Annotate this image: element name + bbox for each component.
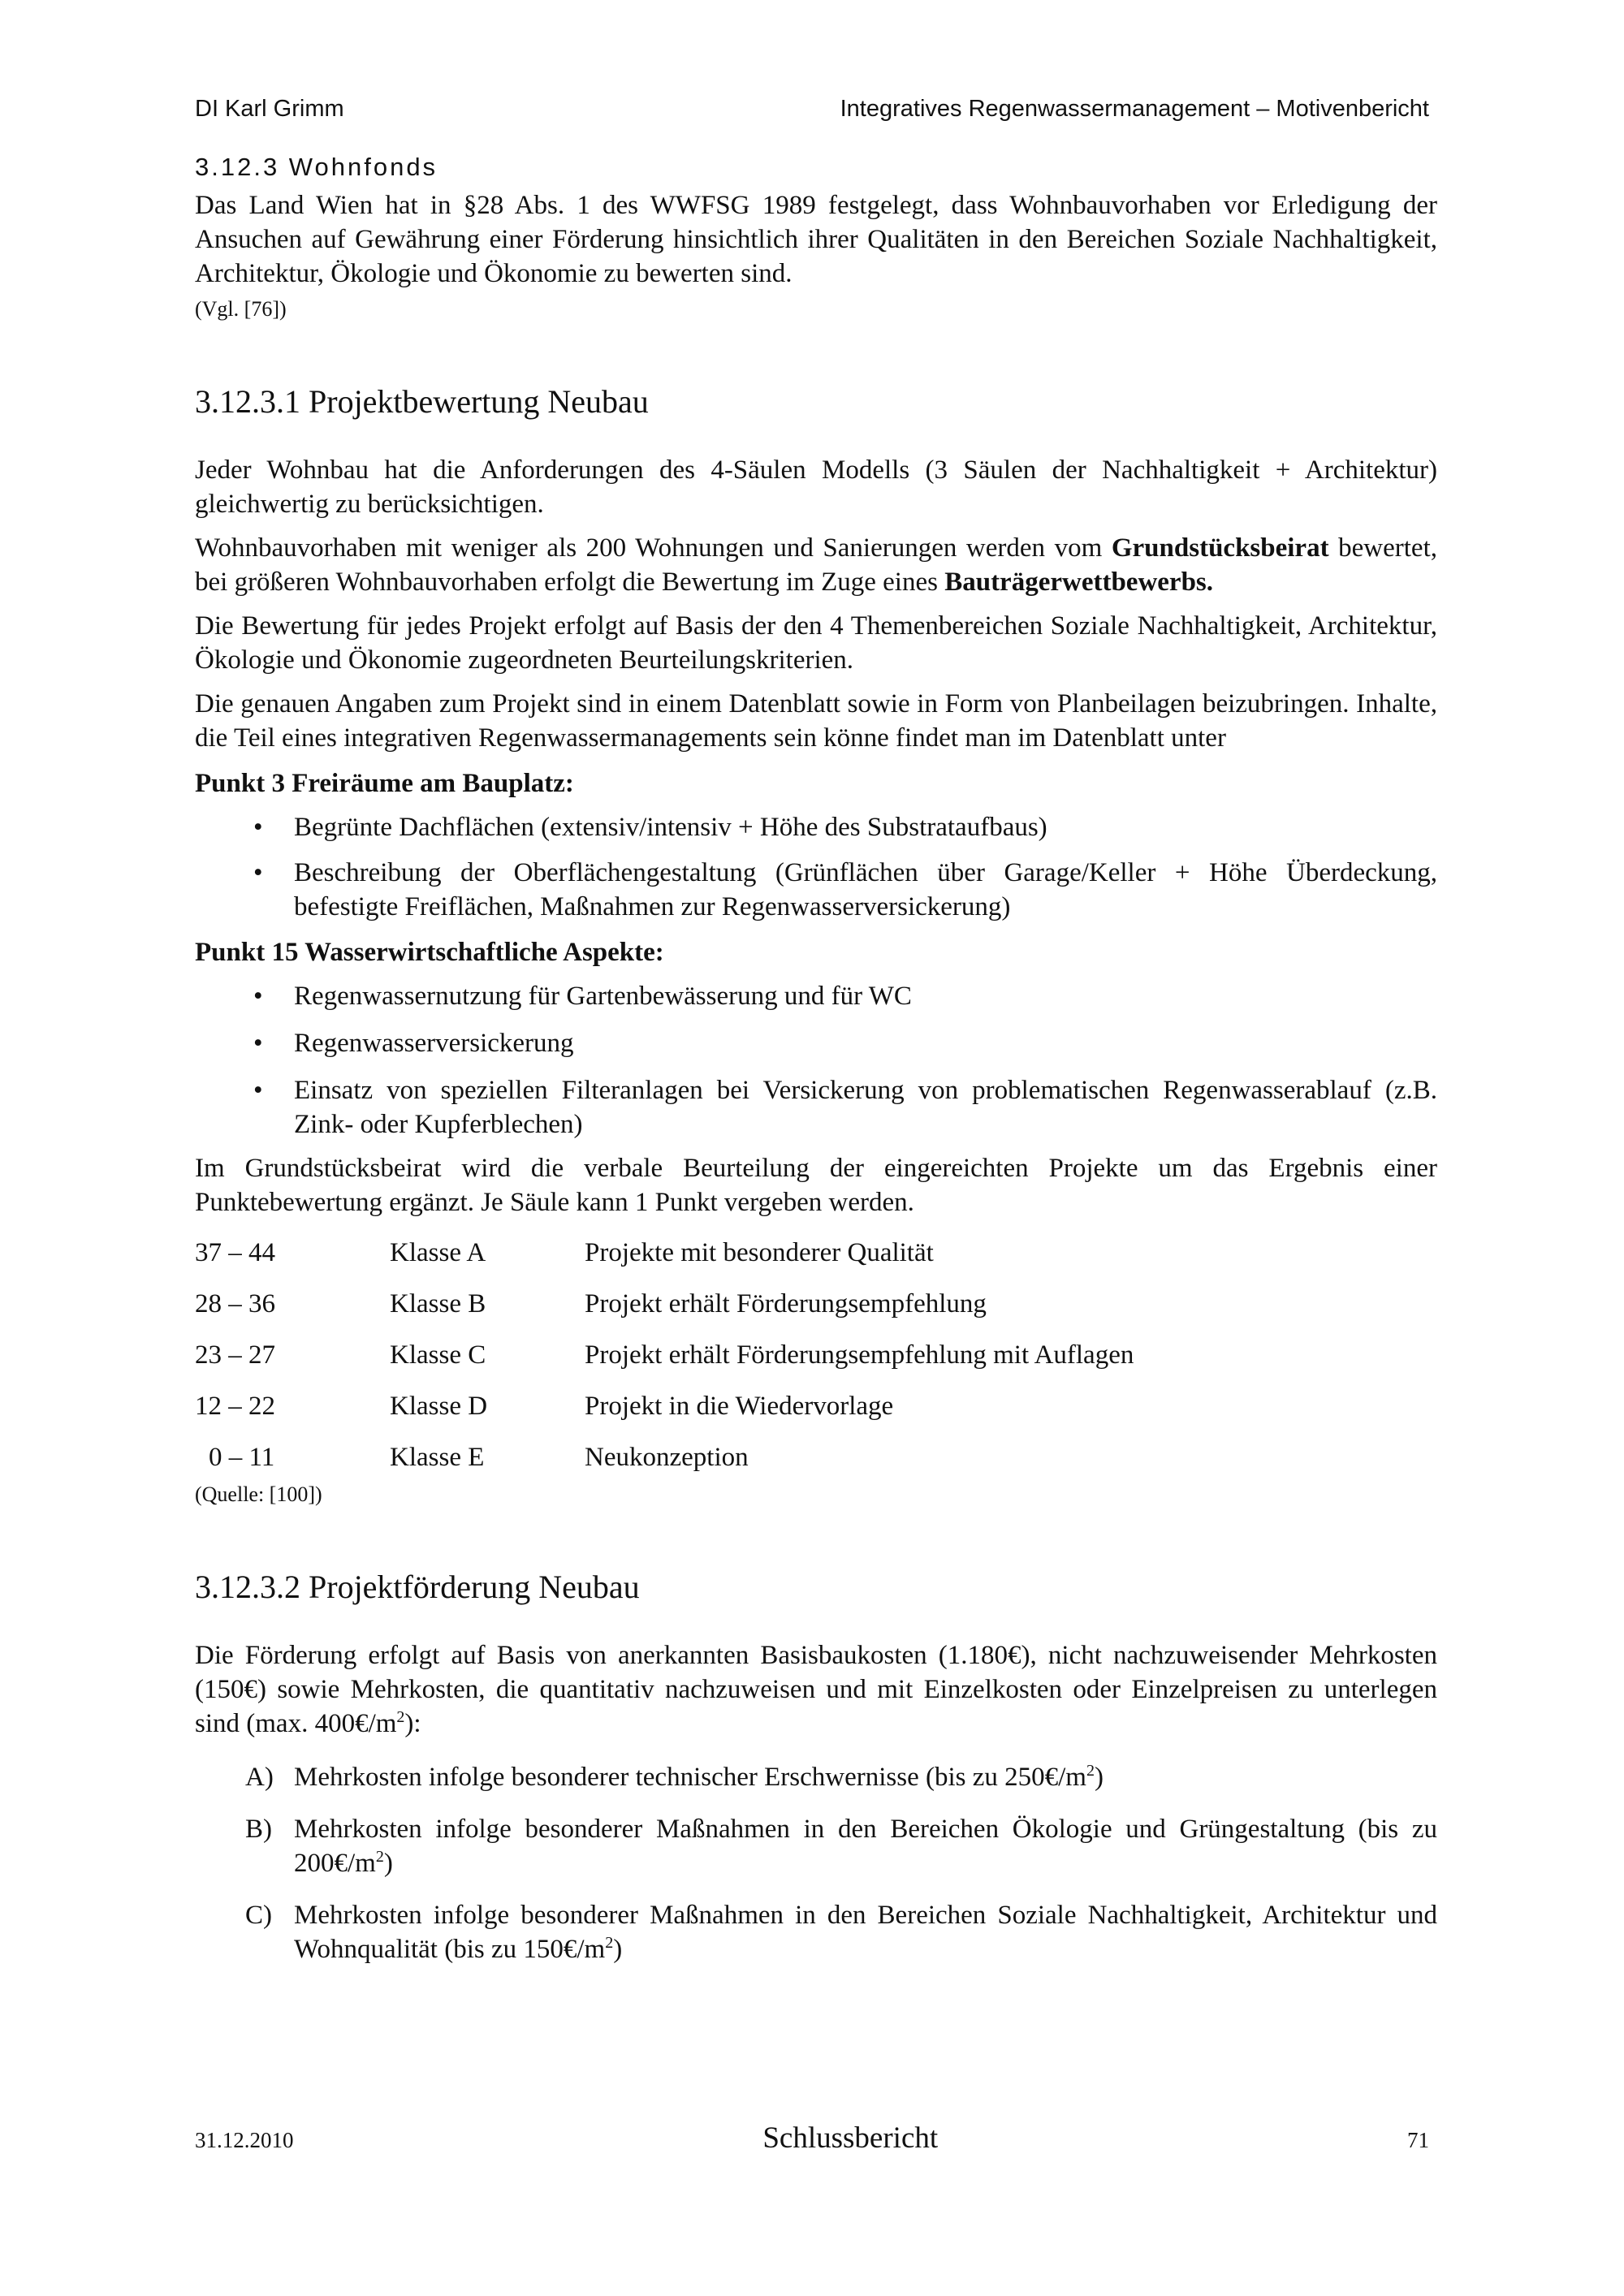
paragraph-datenblatt: Die genauen Angaben zum Projekt sind in einem Datenblatt sowie in Form von Planbeilagen beizubringen. Inhalte, die Teil eines integrativen Regenwassermanagements sein könne findet man im Datenblatt unter — [195, 689, 1437, 753]
range-cell: 23 – 27 — [195, 1340, 275, 1370]
text-segment: bewertet, bei größeren Wohnbauvorhaben erfolgt die Bewertung im Zuge eines — [195, 533, 1437, 597]
list-item-text: Beschreibung der Oberflächengestaltung (Grünflächen über Garage/Keller + Höhe Überdeckung, befestigte Freiflächen, Maßnahmen zur Regenwasserversickerung) — [294, 858, 1437, 921]
klassen-table — [195, 1236, 1437, 1474]
text-segment: ) — [1094, 1763, 1104, 1792]
description-cell: Neukonzeption — [585, 1443, 749, 1472]
range-cell: 12 – 22 — [195, 1392, 275, 1421]
superscript: 2 — [605, 1934, 614, 1952]
punkt15-list — [195, 979, 1437, 1142]
description-cell: Projekte mit besonderer Qualität — [585, 1238, 934, 1267]
superscript: 2 — [396, 1708, 405, 1726]
description-cell: Projekt in die Wiedervorlage — [585, 1392, 894, 1421]
subsection-heading-bewertung: 3.12.3.1 Projektbewertung Neubau — [195, 383, 649, 420]
list-item-text: Einsatz von speziellen Filteranlagen bei Versickerung von problematischen Regenwasserablauf (z.B. Zink- oder Kupferblechen) — [294, 1076, 1437, 1139]
klasse-cell: Klasse C — [390, 1340, 486, 1370]
bullet-icon: • — [253, 1029, 263, 1058]
paragraph-punktebewertung: Im Grundstücksbeirat wird die verbale Beurteilung der eingereichten Projekte um das Ergebnis einer Punktebewertung ergänzt. Je Säule kann 1 Punkt vergeben werden. — [195, 1154, 1437, 1217]
footer-date: 31.12.2010 — [195, 2128, 294, 2152]
list-label: B) — [245, 1815, 272, 1844]
page-header — [195, 96, 1429, 128]
description-cell: Projekt erhält Förderungsempfehlung — [585, 1289, 987, 1318]
paragraph-basisbaukosten — [195, 1638, 1437, 1741]
bullet-icon: • — [253, 858, 263, 887]
list-item — [195, 1026, 1437, 1060]
mehrkosten-list — [195, 1760, 1437, 1966]
list-item — [195, 979, 1437, 1013]
header-author: DI Karl Grimm — [195, 96, 344, 122]
punkt15-title: Punkt 15 Wasserwirtschaftliche Aspekte: — [195, 938, 664, 967]
table-row — [195, 1389, 1437, 1423]
table-row — [195, 1440, 1437, 1474]
list-label: A) — [245, 1763, 274, 1792]
paragraph-4-saeulen: Jeder Wohnbau hat die Anforderungen des 4-Säulen Modells (3 Säulen der Nachhaltigkeit + Architektur) gleichwertig zu berücksichtigen. — [195, 455, 1437, 519]
section-heading-wohnfonds: 3.12.3 Wohnfonds — [195, 153, 438, 181]
text-segment: Wohnbauvorhaben mit weniger als 200 Wohnungen und Sanierungen werden vom — [195, 533, 1112, 563]
paragraph-intro: Das Land Wien hat in §28 Abs. 1 des WWFSG 1989 festgelegt, dass Wohnbauvorhaben vor Erledigung der Ansuchen auf Gewährung einer Förderung hinsichtlich ihrer Qualitäten in den Bereichen Soziale Nachhaltigkeit, Architektur, Ökologie und Ökonomie zu bewerten sind. — [195, 191, 1437, 288]
bullet-icon: • — [253, 1076, 263, 1105]
description-cell: Projekt erhält Förderungsempfehlung mit Auflagen — [585, 1340, 1134, 1370]
list-item-text: Mehrkosten infolge besonderer technischer Erschwernisse (bis zu 250€/m — [294, 1763, 1086, 1792]
footer-report-title: Schlussbericht — [762, 2121, 939, 2155]
list-item — [195, 1898, 1437, 1966]
text-segment: ): — [404, 1709, 421, 1738]
text-segment: ) — [383, 1849, 393, 1878]
subsection-heading-foerderung: 3.12.3.2 Projektförderung Neubau — [195, 1569, 640, 1605]
reference-quelle: (Quelle: [100]) — [195, 1482, 322, 1506]
text-segment: ) — [613, 1935, 623, 1964]
text-segment: Die Förderung erfolgt auf Basis von anerkannten Basisbaukosten (1.180€), nicht nachzuweisender Mehrkosten (150€) sowie Mehrkosten, die quantitativ nachzuweisen und mit Einzelkosten oder Einzelpreisen zu unterlegen sind (max. 400€/m — [195, 1641, 1437, 1738]
page-number: 71 — [1407, 2128, 1429, 2152]
paragraph-bewertung-basis: Die Bewertung für jedes Projekt erfolgt auf Basis der den 4 Themenbereichen Soziale Nachhaltigkeit, Architektur, Ökologie und Ökonomie zugeordneten Beurteilungskriterien. — [195, 611, 1437, 675]
range-cell: 0 – 11 — [209, 1443, 275, 1472]
list-item-text: Begrünte Dachflächen (extensiv/intensiv + Höhe des Substrataufbaus) — [294, 813, 1047, 842]
term-grundstuecksbeirat: Grundstücksbeirat — [1111, 533, 1329, 563]
range-cell: 28 – 36 — [195, 1289, 275, 1318]
list-item-text: Mehrkosten infolge besonderer Maßnahmen in den Bereichen Ökologie und Grüngestaltung (bis zu 200€/m — [294, 1815, 1437, 1878]
bullet-icon: • — [253, 982, 263, 1011]
list-item — [195, 1812, 1437, 1880]
bullet-icon: • — [253, 813, 263, 842]
paragraph-grundstuecksbeirat — [195, 531, 1437, 599]
punkt3-title: Punkt 3 Freiräume am Bauplatz: — [195, 769, 574, 798]
klasse-cell: Klasse A — [390, 1238, 486, 1267]
list-item-text: Regenwassernutzung für Gartenbewässerung und für WC — [294, 982, 912, 1011]
list-item-text: Regenwasserversickerung — [294, 1029, 574, 1058]
list-label: C) — [245, 1901, 272, 1930]
list-item — [195, 1073, 1437, 1142]
klasse-cell: Klasse B — [390, 1289, 486, 1318]
table-row — [195, 1338, 1437, 1372]
table-row — [195, 1236, 1437, 1270]
term-bautraegerwettbewerb: Bauträgerwettbewerbs. — [944, 568, 1214, 597]
page-content — [195, 153, 1437, 1966]
punkt3-list — [195, 810, 1437, 924]
list-item — [195, 856, 1437, 924]
klasse-cell: Klasse E — [390, 1443, 485, 1472]
range-cell: 37 – 44 — [195, 1238, 275, 1267]
list-item-text: Mehrkosten infolge besonderer Maßnahmen in den Bereichen Soziale Nachhaltigkeit, Architektur und Wohnqualität (bis zu 150€/m — [294, 1901, 1437, 1964]
superscript: 2 — [1086, 1762, 1095, 1780]
klasse-cell: Klasse D — [390, 1392, 488, 1421]
list-item — [195, 810, 1437, 844]
table-row — [195, 1287, 1437, 1321]
reference-vgl: (Vgl. [76]) — [195, 297, 287, 321]
superscript: 2 — [375, 1848, 384, 1866]
list-item — [195, 1760, 1437, 1794]
page-footer — [195, 2121, 1429, 2161]
header-title: Integratives Regenwassermanagement – Motivenbericht — [840, 96, 1429, 122]
